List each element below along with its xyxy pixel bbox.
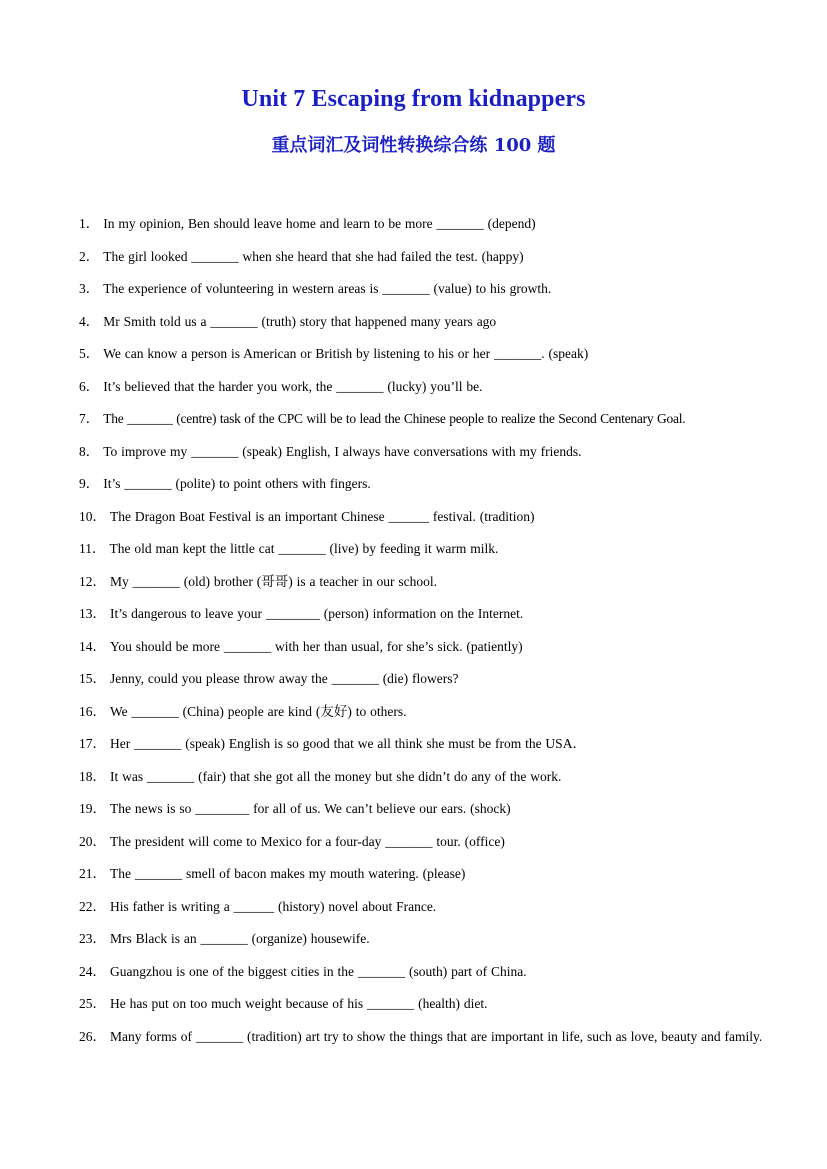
question-text: The old man kept the little cat _______ (live) by feeding it warm milk. [109, 541, 499, 556]
question-number: 26． [79, 1028, 106, 1044]
question-text: The _______ smell of bacon makes my mouth watering. (please) [110, 866, 466, 881]
page-subtitle: 重点词汇及词性转换综合练 100 题 [271, 135, 556, 156]
question-number: 5． [79, 346, 100, 361]
question-text: The Dragon Boat Festival is an important Chinese ______ festival. (tradition) [110, 508, 535, 524]
question-number: 14． [79, 638, 106, 654]
question-item [79, 799, 769, 819]
question-text: The president will come to Mexico for a four-day _______ tour. (office) [110, 833, 505, 849]
question-text: The news is so ________ for all of us. We can’t believe our ears. (shock) [110, 801, 511, 816]
question-item [79, 637, 769, 657]
question-number: 3． [79, 281, 100, 296]
question-item [79, 832, 769, 852]
question-text: To improve my _______ (speak) English, I always have conversations with my friends. [103, 443, 582, 459]
question-item [79, 1021, 769, 1054]
question-text: It was _______ (fair) that she got all the money but she didn’t do any of the work. [110, 768, 562, 784]
question-item [79, 669, 769, 689]
question-text: Many forms of _______ (tradition) art try to show the things that are important in life, such as love, beauty and family. [110, 1028, 763, 1044]
question-item [79, 864, 769, 884]
question-number: 12． [79, 573, 106, 589]
question-number: 18． [79, 768, 106, 784]
question-text: It’s _______ (polite) to point others with fingers. [103, 476, 371, 491]
question-number: 11． [79, 541, 106, 556]
question-number: 2． [79, 248, 100, 264]
question-text: Jenny, could you please throw away the _______ (die) flowers? [110, 671, 459, 686]
question-text: Mr Smith told us a _______ (truth) story that happened many years ago [103, 313, 497, 329]
question-item [79, 767, 769, 787]
question-text: We _______ (China) people are kind (友好) to others. [110, 703, 407, 719]
question-text: It’s believed that the harder you work, the _______ (lucky) you’ll be. [103, 378, 483, 394]
question-number: 24． [79, 963, 106, 979]
question-number: 16． [79, 703, 106, 719]
question-text: In my opinion, Ben should leave home and learn to be more _______ (depend) [103, 216, 536, 231]
question-item [79, 247, 769, 267]
question-number: 25． [79, 996, 106, 1011]
question-item [79, 214, 769, 234]
question-text: You should be more _______ with her than usual, for she’s sick. (patiently) [110, 638, 523, 654]
question-text: He has put on too much weight because of his _______ (health) diet. [110, 996, 488, 1011]
question-text: It’s dangerous to leave your ________ (person) information on the Internet. [110, 606, 524, 621]
question-number: 17． [79, 736, 106, 751]
question-item [79, 409, 769, 429]
question-item [79, 929, 769, 949]
question-list [79, 214, 769, 1066]
question-text: Her _______ (speak) English is so good that we all think she must be from the USA． [110, 736, 586, 751]
question-number: 6． [79, 378, 100, 394]
question-item [79, 572, 769, 592]
question-item [79, 702, 769, 722]
question-text: The girl looked _______ when she heard that she had failed the test. (happy) [103, 248, 524, 264]
question-text: My _______ (old) brother (哥哥) is a teacher in our school. [110, 573, 438, 589]
question-number: 23． [79, 931, 106, 946]
question-item [79, 507, 769, 527]
question-number: 21． [79, 866, 106, 881]
question-number: 1． [79, 216, 100, 231]
question-number: 10． [79, 508, 106, 524]
question-number: 19． [79, 801, 106, 816]
question-item [79, 279, 769, 299]
question-item [79, 474, 769, 494]
question-number: 8． [79, 443, 100, 459]
question-text: Guangzhou is one of the biggest cities in the _______ (south) part of China. [110, 963, 527, 979]
question-text: The experience of volunteering in western areas is _______ (value) to his growth. [103, 281, 552, 296]
question-item [79, 539, 769, 559]
question-number: 15． [79, 671, 106, 686]
question-item [79, 897, 769, 917]
question-text: His father is writing a ______ (history) novel about France. [110, 898, 437, 914]
question-number: 4． [79, 313, 100, 329]
question-item [79, 734, 769, 754]
question-number: 22． [79, 898, 106, 914]
question-number: 9． [79, 476, 100, 491]
page-title: Unit 7 Escaping from kidnappers [241, 86, 586, 112]
question-item [79, 604, 769, 624]
question-text: We can know a person is American or British by listening to his or her _______. (speak) [103, 346, 589, 361]
question-item [79, 994, 769, 1014]
question-text: The _______ (centre) task of the CPC will be to lead the Chinese people to realize the Second Centenary Goal. [103, 411, 686, 426]
question-number: 7． [79, 411, 100, 426]
question-number: 20． [79, 833, 106, 849]
question-item [79, 442, 769, 462]
question-number: 13． [79, 606, 106, 621]
question-text: Mrs Black is an _______ (organize) housewife. [110, 931, 370, 946]
question-item [79, 344, 769, 364]
question-item [79, 962, 769, 982]
question-item [79, 377, 769, 397]
question-item [79, 312, 769, 332]
